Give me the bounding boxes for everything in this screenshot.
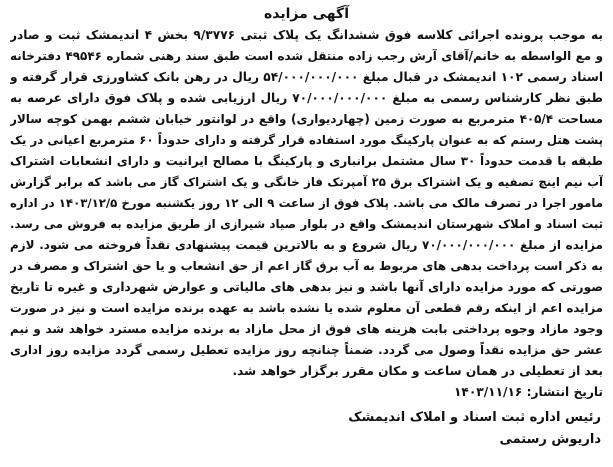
notice-line: پشت هتل رستم که به عنوان پارکینگ مورد استفاده قرار گرفته و دارای حدوداً ۶۰ مترمربع اعیانی در یک xyxy=(10,133,603,147)
notice-body xyxy=(10,25,603,403)
notice-line: طبقه با قدمت حدوداً ۳۰ سال مشتمل برانباری و پارکینگ با مصالح ایرانیت و دارای انشعابات اشتراک xyxy=(10,154,603,168)
notice-line: مساحت ۴۰۵/۴ مترمربع به صورت زمین (چهاردیواری) واقع در لوانتور خیابان ششم بهمن کوچه سالار xyxy=(10,112,603,126)
notice-line: وجود مازاد وجوه پرداختی بابت هزینه های فوق از محل مازاد به برنده مزایده مسترد خواهد شد و نیم xyxy=(10,322,603,336)
notice-line: عشر حق مزایده نقداً وصول می گردد. ضمناً چنانچه روز مزایده تعطیل رسمی گردد مزایده روز اداری xyxy=(10,343,603,357)
signature-title: رئیس اداره ثبت اسناد و املاک اندیمشک xyxy=(348,410,601,425)
notice-line: اسناد رسمی ۱۰۲ اندیمشک در قبال مبلغ ۵۴/۰۰۰/۰۰۰/۰۰۰ ریال در رهن بانک کشاورزی قرار گرفته و xyxy=(10,70,603,84)
notice-line: مزایده از مبلغ ۷۰/۰۰۰/۰۰۰/۰۰۰ ریال شروع و به بالاترین قیمت پیشنهادی نقداً فروخته می شود. لازم xyxy=(10,238,603,252)
notice-line: صورتی که مورد مزایده دارای آنها باشد و نیز بدهی های مالیاتی و عوارض شهرداری و غیره تا تاریخ xyxy=(10,280,603,294)
notice-line: به ذکر است پرداخت بدهی های مربوط به آب برق گاز اعم از حق انشعاب و یا حق اشتراک و مصرف در xyxy=(10,259,603,273)
notice-title: آگهی مزایده xyxy=(263,6,349,22)
notice-line: ثبت اسناد و املاک شهرستان اندیمشک واقع در بلوار صیاد شیرازی از طریق مزایده به فروش می رسد. xyxy=(10,217,603,231)
notice-line: بعد از تعطیلی در همان ساعت و مکان مقرر برگزار خواهد شد. xyxy=(232,364,603,378)
notice-line: مزایده اعم از اینکه رقم قطعی آن معلوم شده یا نشده باشد به عهده برنده مزایده است و نیز در صورت xyxy=(10,301,603,315)
notice-line: طبق نظر کارشناس رسمی به مبلغ ۷۰/۰۰۰/۰۰۰/۰۰۰ ریال ارزیابی شده و پلاک فوق دارای عرصه به xyxy=(10,91,603,105)
notice-line: آب نیم اینچ تصفیه و یک اشتراک برق ۲۵ آمپرتک فاز خانگی و یک اشتراک گاز می باشد که برابر گزارش xyxy=(10,175,603,189)
signature-name: داریوش رستمی xyxy=(499,432,601,447)
signature-block xyxy=(10,407,603,451)
notice-line: مامور اجرا در تصرف مالک می باشد. پلاک فوق از ساعت ۹ الی ۱۲ روز یکشنبه مورخ ۱۴۰۳/۱۲/۵ در اداره xyxy=(10,196,603,210)
publish-date: تاریخ انتشار: ۱۴۰۳/۱۱/۱۶ xyxy=(453,385,603,399)
notice-line: به موجب پرونده اجرائی کلاسه فوق ششدانگ یک پلاک ثبتی ۹/۳۷۷۶ بخش ۴ اندیمشک ثبت و صادر xyxy=(10,28,603,42)
notice-line: و مع الواسطه به خانم/آقای آرش رجب زاده منتقل شده است طبق سند رهنی شماره ۴۹۵۴۶ دفترخانه xyxy=(10,49,603,63)
